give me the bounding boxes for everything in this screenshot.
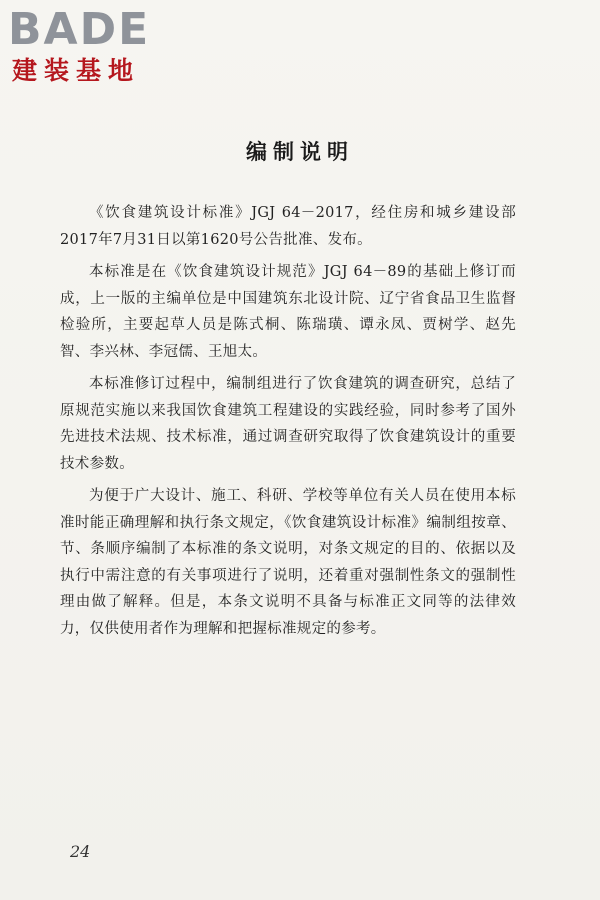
page-title: 编制说明 [246, 140, 354, 164]
paragraph-1: 《饮食建筑设计标准》JGJ 64－2017，经住房和城乡建设部2017年7月31日以第1620号公告批准、发布。 [60, 205, 516, 248]
logo-subtitle-text: 建装基地 [12, 56, 141, 85]
logo-brand-text: BADE [8, 4, 151, 55]
paragraph-4: 为便于广大设计、施工、科研、学校等单位有关人员在使用本标准时能正确理解和执行条文规定，《饮食建筑设计标准》编制组按章、节、条顺序编制了本标准的条文说明，对条文规定的目的、依据以及执行中需注意的有关事项进行了说明，还着重对强制性条文的强制性理由做了解释。但是，本条文说明不具备与标准正文同等的法律效力，仅供使用者作为理解和把握标准规定的参考。 [60, 488, 516, 637]
paragraph-3: 本标准修订过程中，编制组进行了饮食建筑的调查研究，总结了原规范实施以来我国饮食建筑工程建设的实践经验，同时参考了国外先进技术法规、技术标准，通过调查研究取得了饮食建筑设计的重要技术参数。 [60, 376, 516, 472]
page-number: 24 [70, 842, 91, 861]
paragraph-2: 本标准是在《饮食建筑设计规范》JGJ 64－89的基础上修订而成，上一版的主编单位是中国建筑东北设计院、辽宁省食品卫生监督检验所，主要起草人员是陈式桐、陈瑞璜、谭永凤、贾树学、赵先智、李兴林、李冠儒、王旭太。 [60, 264, 516, 360]
document-body [60, 200, 516, 648]
brand-logo [8, 6, 178, 86]
